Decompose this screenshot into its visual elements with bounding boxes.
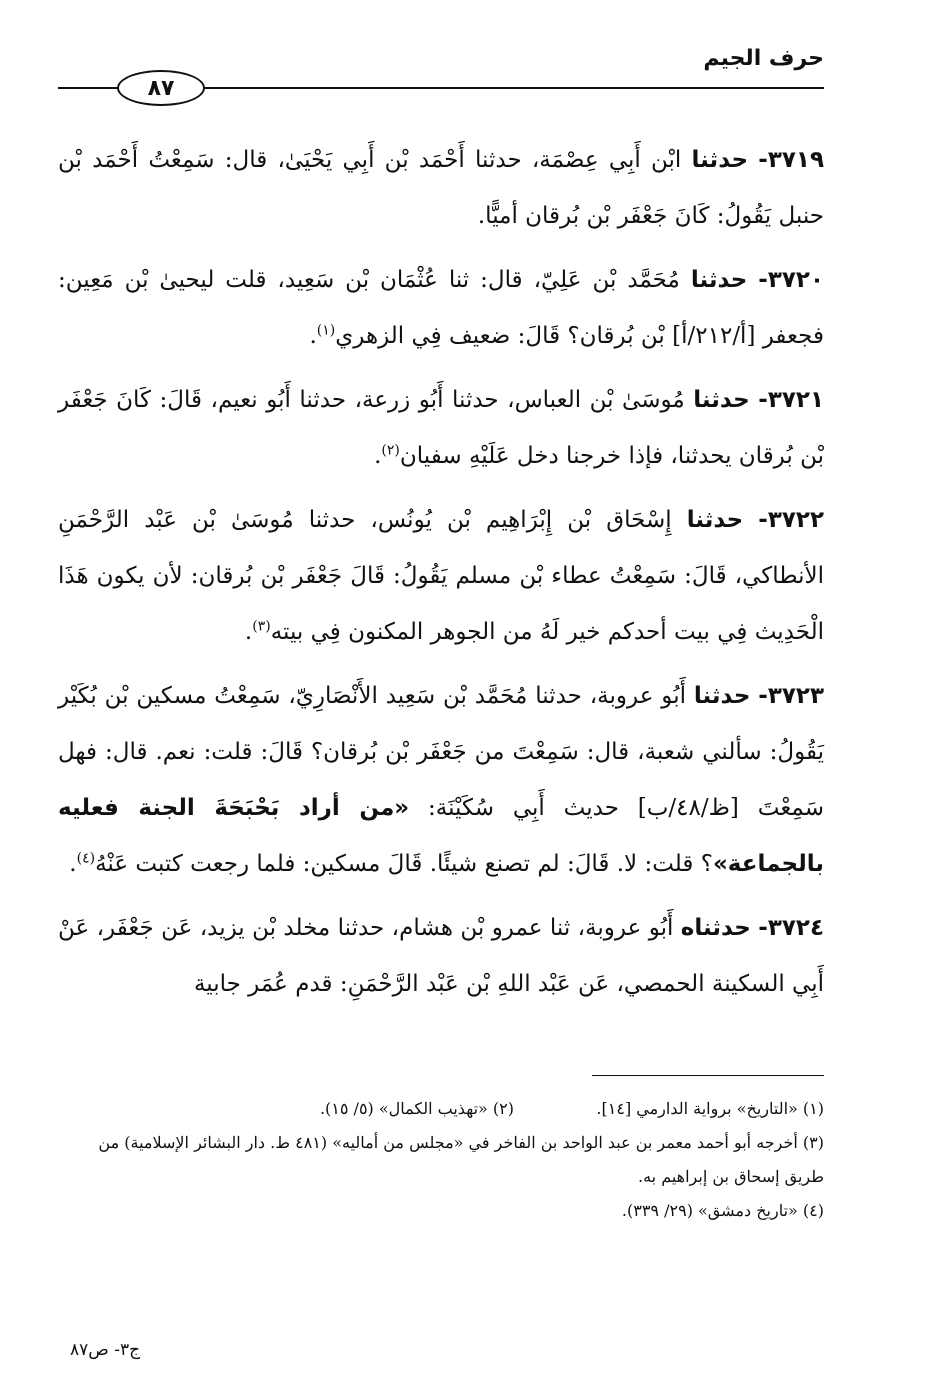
bold-quote: «من أراد بَحْبَحَةَ الجنة فعليه بالجماعة» — [58, 795, 824, 877]
hadith-text: ابْن أَبِي عِصْمَة، حدثنا أَحْمَد بْن أَبِي يَحْيَىٰ، قال: سَمِعْتُ أَحْمَد بْن حنبل يَقُولُ: كَانَ جَعْفَر بْن بُرقان أميًّا. — [58, 147, 824, 229]
hadith-end: . — [309, 323, 317, 349]
footnote-ref[interactable]: (٤) — [76, 850, 96, 867]
hadith-lead: حدثنا — [693, 387, 750, 413]
running-title: حرف الجيم — [703, 46, 824, 71]
footnote-2: (٢) «تهذيب الكمال» (٥/ ١٥). — [319, 1099, 514, 1118]
hadith-text: أَبُو عروبة، ثنا عمرو بْن هشام، حدثنا مخلد بْن يزيد، عَن جَعْفَر، عَنْ أَبِي السكينة الحمصي، عَن عَبْد اللهِ بْن عَبْد الرَّحْمَنِ: قدم عُمَر جابية — [58, 915, 824, 997]
footnote-ref[interactable]: (٢) — [381, 442, 400, 459]
hadith-3720 — [58, 252, 824, 364]
hadith-3724 — [58, 900, 824, 1012]
footnotes — [58, 1092, 824, 1228]
hadith-number: ٣٧٢٤- — [758, 915, 824, 941]
footnote-ref[interactable]: (٣) — [252, 618, 271, 635]
hadith-text: أَبُو عروبة، حدثنا مُحَمَّد بْن سَعِيد الأَنْصَارِيّ، سَمِعْتُ مسكين بْن بُكَيْر يَقُولُ: سألني شعبة، قال: سَمِعْتَ من جَعْفَر بْن بُرقان؟ قَالَ: قلت: نعم. قال: فهل سَمِعْتَ [ظ/٤٨/ب] حديث أَبِي سُكَيْنَة: — [58, 683, 824, 821]
hadith-number: ٣٧٢٠- — [758, 267, 824, 293]
hadith-number: ٣٧١٩- — [758, 147, 824, 173]
hadith-3722 — [58, 492, 824, 660]
hadith-lead: حدثناه — [680, 915, 751, 941]
hadith-lead: حدثنا — [693, 683, 751, 709]
hadith-text: مُوسَىٰ بْن العباس، حدثنا أَبُو زرعة، حدثنا أَبُو نعيم، قَالَ: كَانَ جَعْفَر بْن بُرقان يحدثنا، فإذا خرجنا دخل عَلَيْهِ سفيان — [58, 387, 824, 469]
footnote-ref[interactable]: (١) — [316, 322, 336, 339]
footnote-1: (١) «التاريخ» برواية الدارمي [١٤]. — [596, 1099, 824, 1118]
footnote-row — [58, 1092, 824, 1126]
hadith-end: . — [69, 851, 77, 877]
page-number-badge: ٨٧ — [117, 70, 205, 106]
hadith-3723 — [58, 668, 824, 892]
hadith-number: ٣٧٢٣- — [758, 683, 824, 709]
hadith-lead: حدثنا — [691, 147, 749, 173]
hadith-text: إِسْحَاق بْن إِبْرَاهِيم بْن يُونُس، حدثنا مُوسَىٰ بْن عَبْد الرَّحْمَنِ الأنطاكي، قَالَ: سَمِعْتُ عطاء بْن مسلم يَقُولُ: قَالَ جَعْفَر بْن بُرقان: لأن يكون هَذَا الْحَدِيث فِي بيت أحدكم خير لَهُ من الجوهر المكنون فِي بيته — [58, 507, 824, 645]
hadith-end: . — [244, 619, 253, 645]
footnote-4: (٤) «تاريخ دمشق» (٢٩/ ٣٣٩). — [621, 1201, 824, 1220]
hadith-3719 — [58, 132, 824, 244]
page-reference: ج٣- ص٨٧ — [70, 1340, 141, 1360]
hadith-text-cont: ؟ قلت: لا. قَالَ: لم تصنع شيئًا. قَالَ مسكين: فلما رجعت كتبت عَنْهُ — [95, 851, 713, 877]
footnote-rule — [592, 1075, 824, 1076]
body-text — [58, 132, 824, 1020]
hadith-number: ٣٧٢١- — [758, 387, 824, 413]
hadith-number: ٣٧٢٢- — [758, 507, 824, 533]
footnote-3: (٣) أخرجه أبو أحمد معمر بن عبد الواحد بن الفاخر في «مجلس من أماليه» (٤٨١ ط. دار البشائر الإسلامية) من طريق إسحاق بن إبراهيم به. — [98, 1133, 824, 1186]
hadith-lead: حدثنا — [690, 267, 748, 293]
hadith-text: مُحَمَّد بْن عَلِيّ، قال: ثنا عُثْمَان بْن سَعِيد، قلت ليحيىٰ بْن مَعِين: فجعفر [أ/٢١٢/أ] بْن بُرقان؟ قَالَ: ضعيف فِي الزهري — [58, 267, 824, 349]
hadith-lead: حدثنا — [686, 507, 744, 533]
hadith-end: . — [374, 443, 382, 469]
hadith-3721 — [58, 372, 824, 484]
